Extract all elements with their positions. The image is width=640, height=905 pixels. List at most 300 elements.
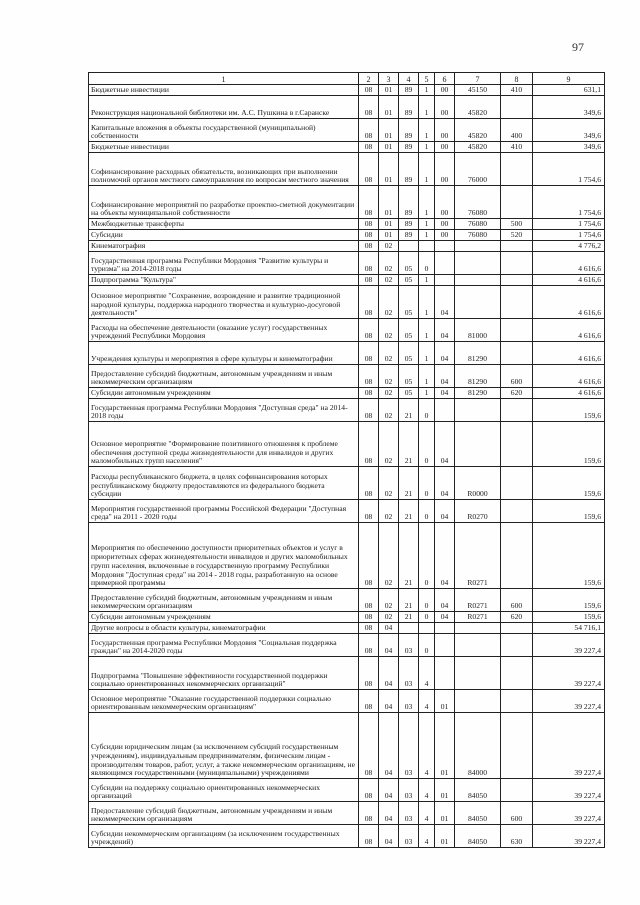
row-expense-type: 620 [501,388,533,399]
col-header-amount: 9 [533,73,605,85]
row-expense-type [501,241,533,252]
row-expense-type [501,500,533,523]
row-program: 05 [399,319,419,342]
row-activity: 04 [435,589,455,612]
table-row [89,230,605,241]
row-expense-type [501,690,533,713]
row-direction [455,275,501,286]
row-direction [455,252,501,275]
row-activity [435,623,455,634]
table-row [89,342,605,365]
row-section: 08 [359,342,379,365]
row-name: Софинансирование мероприятий по разработке проектно-сметной документации на объекты муниципальной собственности [89,186,359,219]
table-row [89,286,605,319]
row-amount: 4 616,6 [533,286,605,319]
row-program: 05 [399,252,419,275]
row-amount: 4 616,6 [533,319,605,342]
row-subsection: 02 [379,399,399,422]
row-expense-type [501,186,533,219]
row-subprogram: 0 [419,467,435,500]
row-amount: 1 754,6 [533,186,605,219]
row-subsection: 02 [379,365,399,388]
row-subsection: 02 [379,388,399,399]
row-name: Реконструкция национальной библиотеки им. А.С. Пушкина в г.Саранске [89,96,359,119]
row-activity: 00 [435,85,455,96]
row-subsection: 02 [379,422,399,467]
row-expense-type: 620 [501,612,533,623]
table-row [89,422,605,467]
row-direction: 81290 [455,388,501,399]
row-direction: 84050 [455,825,501,848]
row-subprogram: 0 [419,399,435,422]
row-program: 03 [399,713,419,779]
table-row [89,252,605,275]
row-name: Расходы на обеспечение деятельности (оказание услуг) государственных учреждений Республики Мордовия [89,319,359,342]
row-subprogram: 1 [419,342,435,365]
row-amount: 4 776,2 [533,241,605,252]
table-row [89,657,605,690]
row-amount: 159,6 [533,612,605,623]
row-activity: 04 [435,422,455,467]
row-subprogram: 1 [419,142,435,153]
row-amount: 39 227,4 [533,825,605,848]
row-name: Расходы республиканского бюджета, в целях софинансирования которых республиканскому бюджету предоставляются из федерального бюджета субсидии [89,467,359,500]
row-program: 21 [399,422,419,467]
row-expense-type: 400 [501,119,533,142]
row-activity: 04 [435,342,455,365]
col-header-subsection: 3 [379,73,399,85]
row-section: 08 [359,96,379,119]
row-activity: 00 [435,119,455,142]
row-activity [435,657,455,690]
table-row [89,623,605,634]
row-amount: 1 754,6 [533,230,605,241]
table-row [89,319,605,342]
col-header-direction: 7 [455,73,501,85]
row-activity [435,399,455,422]
row-subprogram [419,241,435,252]
row-section: 08 [359,142,379,153]
row-section: 08 [359,119,379,142]
table-row [89,241,605,252]
row-expense-type [501,286,533,319]
row-program: 89 [399,96,419,119]
page-number: 97 [572,40,584,54]
table-row [89,523,605,589]
row-direction [455,623,501,634]
row-subsection: 02 [379,500,399,523]
row-section: 08 [359,365,379,388]
row-section: 08 [359,713,379,779]
row-amount: 349,6 [533,96,605,119]
row-program: 05 [399,388,419,399]
row-expense-type [501,779,533,802]
row-name: Другие вопросы в области культуры, кинематографии [89,623,359,634]
row-amount: 159,6 [533,422,605,467]
row-amount: 4 616,6 [533,342,605,365]
row-direction [455,422,501,467]
row-amount: 4 616,6 [533,275,605,286]
row-amount: 39 227,4 [533,657,605,690]
row-subprogram: 4 [419,690,435,713]
row-expense-type: 410 [501,85,533,96]
row-activity [435,275,455,286]
row-name: Подпрограмма "Культура" [89,275,359,286]
row-subprogram: 0 [419,252,435,275]
row-activity [435,241,455,252]
row-expense-type [501,634,533,657]
row-section: 08 [359,802,379,825]
row-expense-type [501,623,533,634]
row-subsection: 02 [379,275,399,286]
row-amount: 39 227,4 [533,634,605,657]
row-expense-type [501,467,533,500]
row-amount: 4 616,6 [533,252,605,275]
row-name: Предоставление субсидий бюджетным, автономным учреждениям и иным некоммерческим организациям [89,365,359,388]
row-subprogram: 1 [419,388,435,399]
row-expense-type: 520 [501,230,533,241]
row-subprogram: 1 [419,96,435,119]
row-subsection: 04 [379,623,399,634]
row-expense-type [501,153,533,186]
table-row [89,388,605,399]
row-name: Предоставление субсидий бюджетным, автономным учреждениям и иным некоммерческим организациям [89,589,359,612]
row-amount: 349,6 [533,142,605,153]
row-section: 08 [359,779,379,802]
col-header-subprogram: 5 [419,73,435,85]
table-row [89,142,605,153]
row-section: 08 [359,85,379,96]
row-expense-type: 630 [501,825,533,848]
col-header-expense-type: 8 [501,73,533,85]
row-activity: 00 [435,96,455,119]
row-activity: 00 [435,230,455,241]
table-row [89,219,605,230]
row-program [399,241,419,252]
row-name: Межбюджетные трансферты [89,219,359,230]
row-subsection: 01 [379,85,399,96]
table-row [89,802,605,825]
row-subprogram: 4 [419,657,435,690]
row-activity [435,634,455,657]
row-program: 89 [399,153,419,186]
row-section: 08 [359,252,379,275]
row-activity: 04 [435,319,455,342]
row-amount: 4 616,6 [533,365,605,388]
row-activity: 01 [435,713,455,779]
row-expense-type [501,319,533,342]
row-activity: 01 [435,690,455,713]
row-expense-type [501,657,533,690]
row-activity [435,252,455,275]
row-amount: 39 227,4 [533,802,605,825]
row-name: Капитальные вложения в объекты государственной (муниципальной) собственности [89,119,359,142]
row-program: 89 [399,186,419,219]
row-activity: 01 [435,802,455,825]
row-section: 08 [359,690,379,713]
row-expense-type [501,399,533,422]
row-subprogram: 1 [419,186,435,219]
row-subprogram: 0 [419,500,435,523]
row-section: 08 [359,467,379,500]
row-activity: 00 [435,142,455,153]
row-direction: 45820 [455,119,501,142]
row-direction: 81290 [455,365,501,388]
budget-table [88,72,605,848]
row-name: Бюджетные инвестиции [89,85,359,96]
row-direction: 45820 [455,142,501,153]
row-subprogram: 1 [419,219,435,230]
row-expense-type [501,252,533,275]
row-activity: 01 [435,779,455,802]
row-subsection: 02 [379,342,399,365]
row-name: Подпрограмма "Повышение эффективности государственной поддержки социально ориентированных некоммерческих организаций" [89,657,359,690]
row-amount: 39 227,4 [533,690,605,713]
row-subprogram: 1 [419,365,435,388]
row-subprogram: 1 [419,230,435,241]
row-name: Государственная программа Республики Мордовия "Развитие культуры и туризма" на 2014-2018 годы [89,252,359,275]
row-program: 21 [399,589,419,612]
row-amount: 4 616,6 [533,388,605,399]
table-body [89,85,605,848]
row-section: 08 [359,319,379,342]
row-program: 03 [399,802,419,825]
row-name: Субсидии юридическим лицам (за исключением субсидий государственным учреждениям), индивидуальным предпринимателям, физическим лицам - производителям товаров, работ, услуг, а также некоммерческим организациям, не являющимся государственными (муниципальными) учреждениями [89,713,359,779]
row-program: 05 [399,342,419,365]
row-subsection: 04 [379,713,399,779]
row-direction: R0000 [455,467,501,500]
row-section: 08 [359,657,379,690]
row-subprogram: 0 [419,422,435,467]
row-activity: 04 [435,500,455,523]
row-program: 21 [399,399,419,422]
row-section: 08 [359,589,379,612]
row-expense-type [501,96,533,119]
row-subsection: 02 [379,319,399,342]
row-section: 08 [359,286,379,319]
col-header-section: 2 [359,73,379,85]
row-section: 08 [359,500,379,523]
row-name: Основное мероприятие "Сохранение, возрождение и развитие традиционной народной культуры, поддержка народного творчества и культурно-досуговой деятельности" [89,286,359,319]
table-row [89,612,605,623]
row-subprogram: 1 [419,119,435,142]
row-subsection: 01 [379,153,399,186]
row-subsection: 02 [379,467,399,500]
row-program: 03 [399,634,419,657]
row-program: 03 [399,657,419,690]
row-amount: 39 227,4 [533,779,605,802]
row-direction: 76080 [455,219,501,230]
row-subsection: 04 [379,690,399,713]
row-program: 89 [399,230,419,241]
row-direction: 76080 [455,230,501,241]
row-direction [455,657,501,690]
row-subprogram: 1 [419,286,435,319]
row-program: 03 [399,690,419,713]
row-activity: 04 [435,388,455,399]
row-expense-type: 600 [501,589,533,612]
table-row [89,85,605,96]
row-name: Основное мероприятие "Формирование позитивного отношения к проблеме обеспечения доступной среды жизнедеятельности для инвалидов и других маломобильных групп населения" [89,422,359,467]
table-row [89,500,605,523]
row-section: 08 [359,399,379,422]
table-header-row [89,73,605,85]
row-section: 08 [359,523,379,589]
row-subsection: 01 [379,186,399,219]
row-amount: 39 227,4 [533,713,605,779]
row-section: 08 [359,241,379,252]
row-direction: 81290 [455,342,501,365]
row-section: 08 [359,825,379,848]
table-row [89,153,605,186]
row-program: 03 [399,825,419,848]
row-expense-type: 600 [501,365,533,388]
row-direction [455,690,501,713]
row-subprogram: 1 [419,319,435,342]
row-program: 21 [399,467,419,500]
row-amount: 159,6 [533,523,605,589]
row-subprogram: 0 [419,612,435,623]
row-subprogram: 0 [419,634,435,657]
row-subprogram: 1 [419,85,435,96]
row-expense-type [501,713,533,779]
row-program: 89 [399,85,419,96]
row-program: 05 [399,275,419,286]
row-amount: 631,1 [533,85,605,96]
table-row [89,589,605,612]
col-header-activity: 6 [435,73,455,85]
row-section: 08 [359,186,379,219]
row-direction [455,634,501,657]
row-program [399,623,419,634]
row-expense-type [501,523,533,589]
table-row [89,690,605,713]
row-amount: 349,6 [533,119,605,142]
row-amount: 1 754,6 [533,219,605,230]
row-subsection: 01 [379,219,399,230]
row-activity: 00 [435,153,455,186]
row-activity: 00 [435,219,455,230]
row-activity: 04 [435,365,455,388]
row-direction: 84000 [455,713,501,779]
row-subsection: 04 [379,657,399,690]
row-subprogram: 1 [419,153,435,186]
row-name: Мероприятия государственной программы Российской Федерации "Доступная среда" на 2011 - 2020 годы [89,500,359,523]
row-subsection: 04 [379,802,399,825]
row-amount: 159,6 [533,589,605,612]
row-direction: R0271 [455,612,501,623]
row-section: 08 [359,230,379,241]
row-subprogram: 4 [419,713,435,779]
row-direction [455,399,501,422]
row-section: 08 [359,422,379,467]
row-name: Субсидии автономным учреждениям [89,388,359,399]
table-row [89,96,605,119]
row-subsection: 04 [379,779,399,802]
table-row [89,779,605,802]
row-subprogram: 4 [419,825,435,848]
row-program: 21 [399,612,419,623]
row-name: Субсидии [89,230,359,241]
row-subsection: 01 [379,230,399,241]
row-subprogram [419,623,435,634]
row-activity: 04 [435,286,455,319]
table-row [89,399,605,422]
row-section: 08 [359,275,379,286]
row-direction: 45820 [455,96,501,119]
row-expense-type [501,275,533,286]
row-program: 89 [399,119,419,142]
row-section: 08 [359,634,379,657]
row-name: Государственная программа Республики Мордовия "Социальная поддержка граждан" на 2014-2020 годы [89,634,359,657]
row-amount: 159,6 [533,399,605,422]
row-subsection: 02 [379,241,399,252]
row-direction: R0271 [455,589,501,612]
table-row [89,713,605,779]
row-program: 05 [399,286,419,319]
row-subprogram: 1 [419,275,435,286]
row-program: 89 [399,219,419,230]
table-row [89,275,605,286]
row-name: Софинансирование расходных обязательств, возникающих при выполнении полномочий органов местного самоуправления по вопросам местного значения [89,153,359,186]
row-name: Мероприятия по обеспечению доступности приоритетных объектов и услуг в приоритетных сферах жизнедеятельности инвалидов и других маломобильных групп населения, включенные в государственную программу Республики Мордовия "Доступная среда" на 2014 - 2018 годы, разработанную на основе примерной программы [89,523,359,589]
row-expense-type [501,422,533,467]
row-name: Субсидии автономным учреждениям [89,612,359,623]
row-direction [455,241,501,252]
row-direction: 45150 [455,85,501,96]
row-section: 08 [359,388,379,399]
row-subprogram: 0 [419,589,435,612]
row-subsection: 01 [379,96,399,119]
row-program: 89 [399,142,419,153]
row-subsection: 02 [379,286,399,319]
table-row [89,634,605,657]
row-activity: 01 [435,825,455,848]
row-name: Кинематография [89,241,359,252]
row-name: Предоставление субсидий бюджетным, автономным учреждениям и иным некоммерческим организациям [89,802,359,825]
row-expense-type: 600 [501,802,533,825]
row-direction: 76000 [455,153,501,186]
row-name: Основное мероприятие "Оказание государственной поддержки социально ориентированным некоммерческим организациям" [89,690,359,713]
row-expense-type: 500 [501,219,533,230]
row-name: Субсидии некоммерческим организациям (за исключением государственных учреждений) [89,825,359,848]
row-subsection: 04 [379,825,399,848]
table-row [89,467,605,500]
row-subsection: 02 [379,252,399,275]
row-direction: 76080 [455,186,501,219]
row-subsection: 02 [379,612,399,623]
row-name: Учреждения культуры и мероприятия в сфере культуры и кинематографии [89,342,359,365]
col-header-name: 1 [89,73,359,85]
row-direction [455,286,501,319]
row-subprogram: 0 [419,523,435,589]
row-direction: 81000 [455,319,501,342]
row-direction: 84050 [455,802,501,825]
row-direction: R0271 [455,523,501,589]
row-program: 03 [399,779,419,802]
row-name: Государственная программа Республики Мордовия "Доступная среда" на 2014-2018 годы [89,399,359,422]
row-subsection: 02 [379,523,399,589]
row-section: 08 [359,153,379,186]
row-section: 08 [359,612,379,623]
row-activity: 00 [435,186,455,219]
table-row [89,825,605,848]
row-section: 08 [359,219,379,230]
row-subsection: 01 [379,119,399,142]
row-program: 21 [399,500,419,523]
row-subsection: 01 [379,142,399,153]
row-expense-type [501,342,533,365]
